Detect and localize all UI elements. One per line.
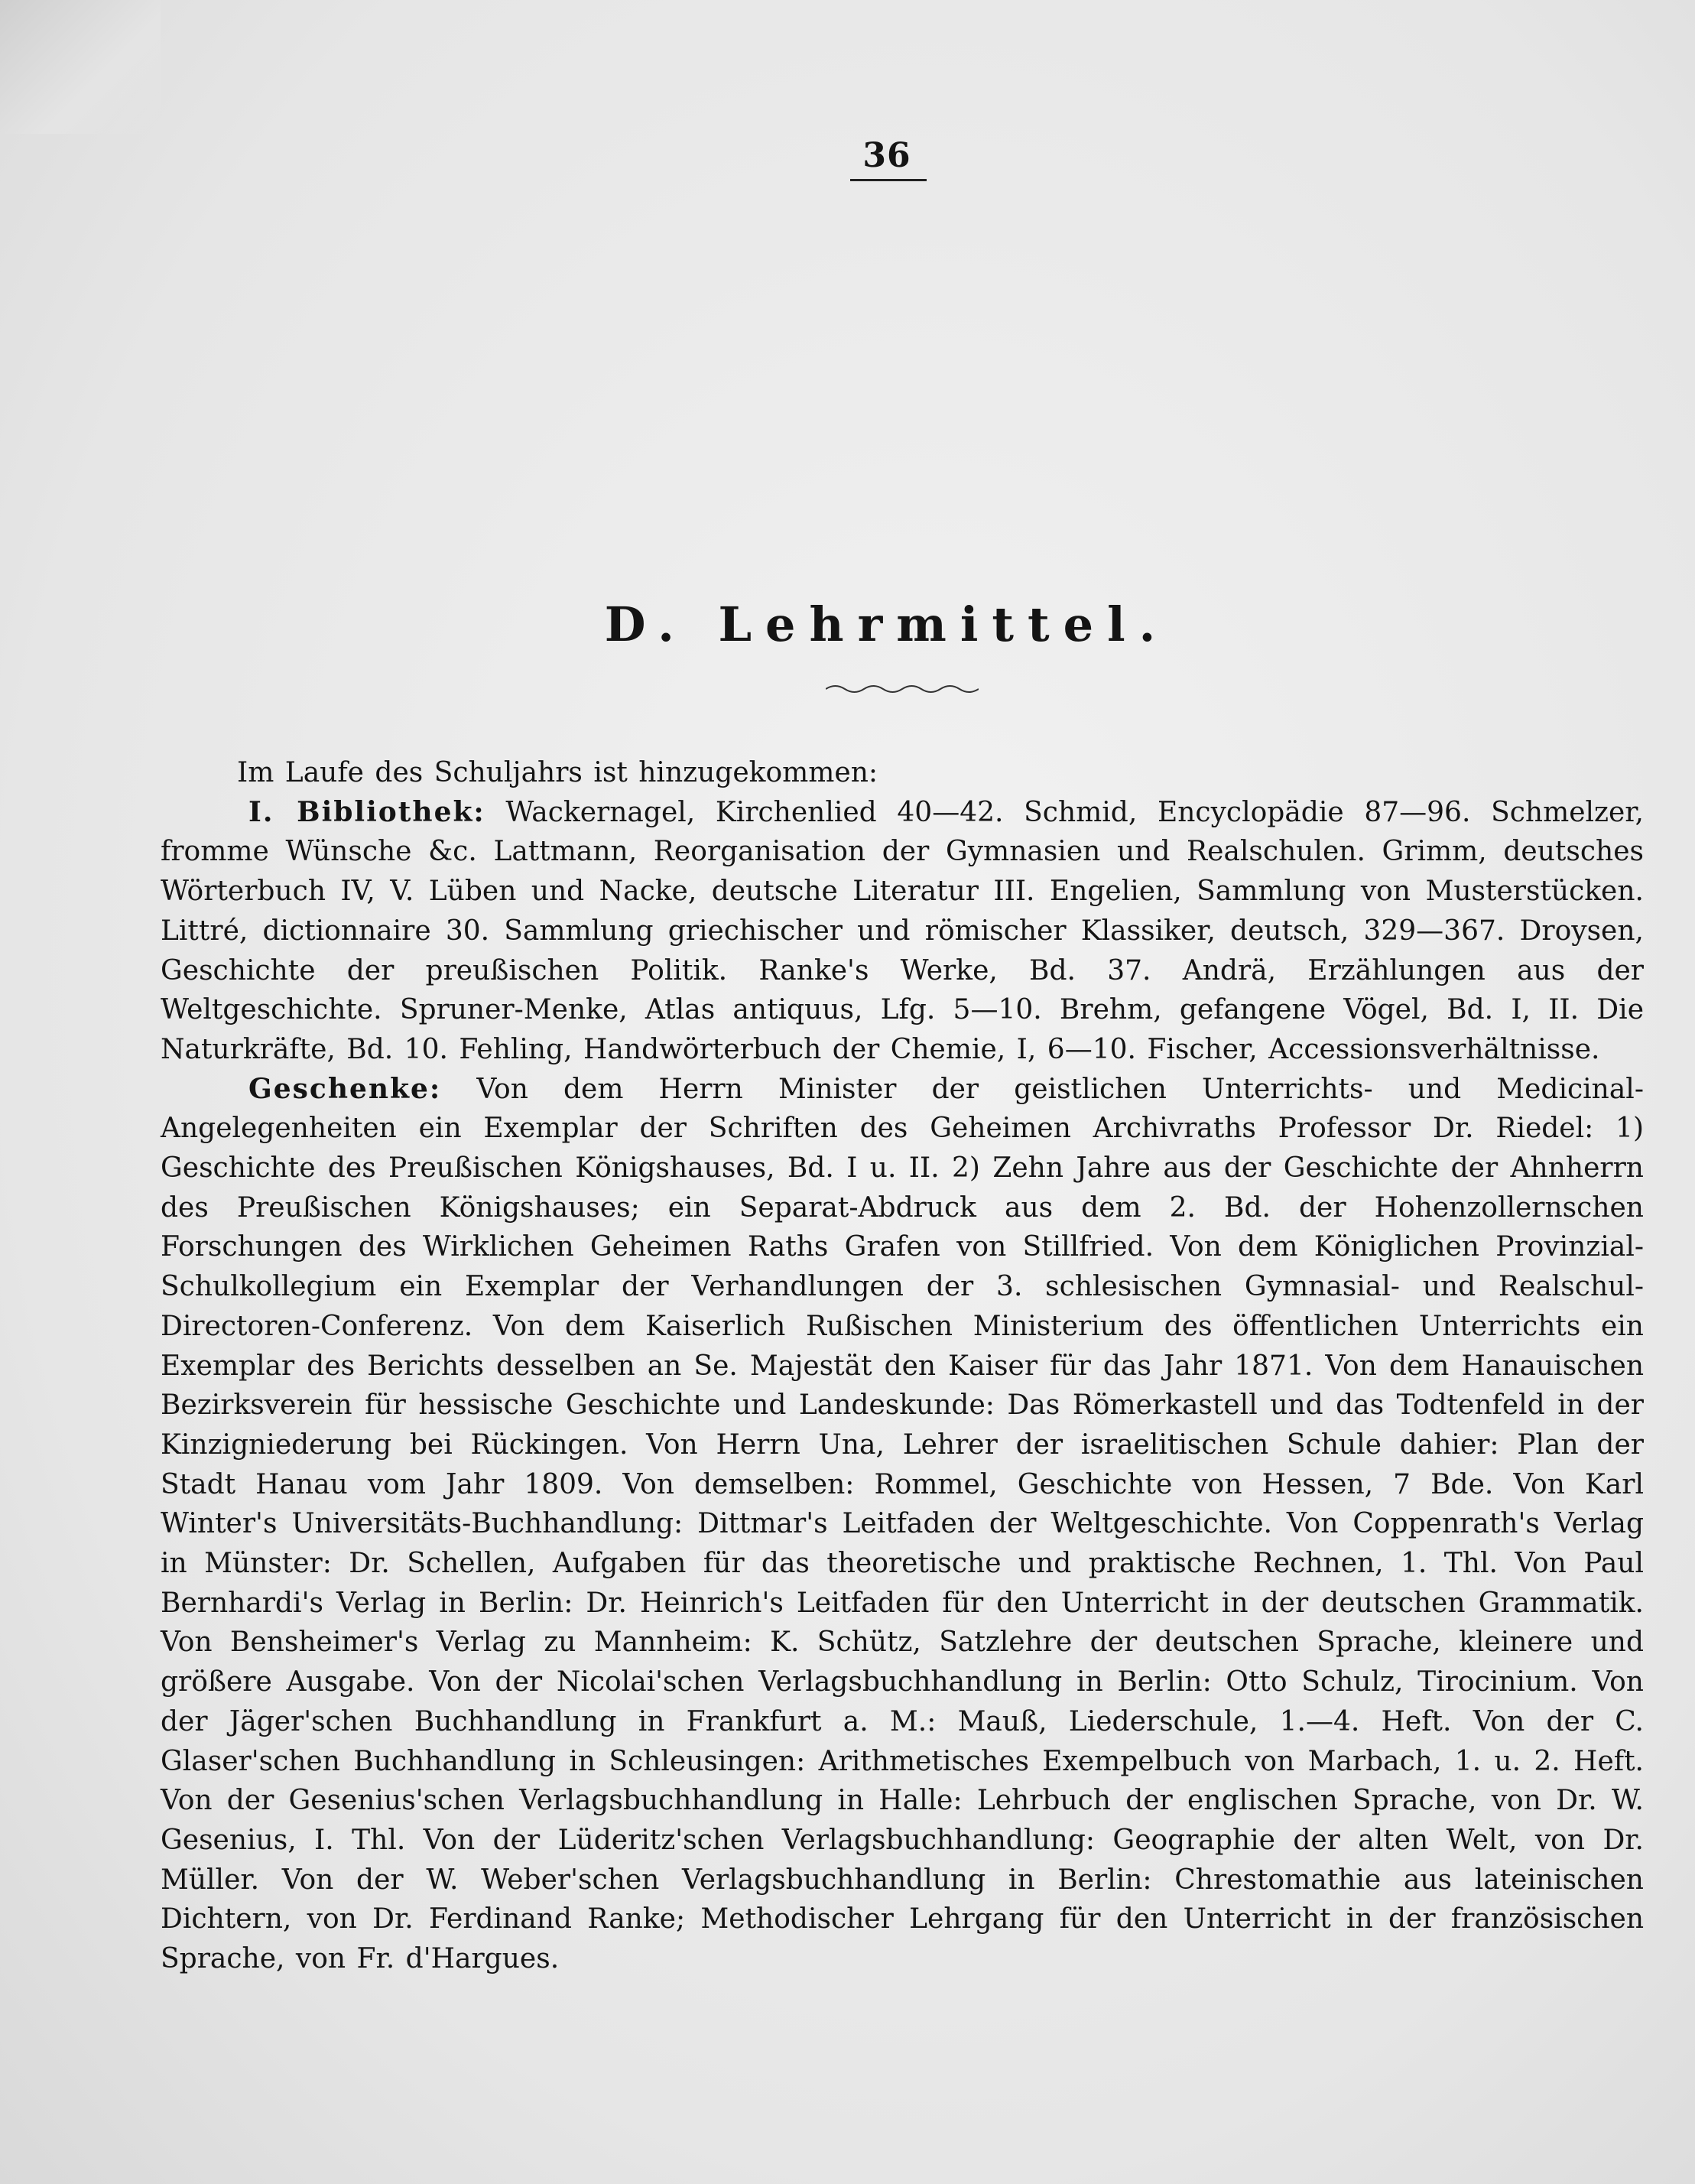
gifts-text: Von dem Herrn Minister der geistlichen Unterrichts- und Medicinal-Angelegenheiten ein Exemplar der Schriften des Geheimen Archivraths Professor Dr. Riedel: 1) Geschichte des Preußischen Königshauses, Bd. I u. II. 2) Zehn Jahre aus der Geschichte der Ahnherrn des Preußischen Königshauses; ein Separat-Abdruck aus dem 2. Bd. der Hohenzollernschen Forschungen des Wirklichen Geheimen Raths Grafen von Stillfried. Von dem Königlichen Provinzial-Schulkollegium ein Exemplar der Verhandlungen der 3. schlesischen Gymnasial- und Realschul-Directoren-Conferenz. Von dem Kaiserlich Rußischen Ministerium des öffentlichen Unterrichts ein Exemplar des Berichts desselben an Se. Majestät den Kaiser für das Jahr 1871. Von dem Hanauischen Bezirksverein für hessische Geschichte und Landeskunde: Das Römerkastell und das Todtenfeld in der Kinzigniederung bei Rückingen. Von Herrn Una, Lehrer der israelitischen Schule dahier: Plan der Stadt Hanau vom Jahr 1809. Von demselben: Rommel, Geschichte von Hessen, 7 Bde. Von Karl Winter's Universitäts-Buchhandlung: Dittmar's Leitfaden der Weltgeschichte. Von Coppenrath's Verlag in Münster: Dr. Schellen, Aufgaben für das theoretische und praktische Rechnen, 1. Thl. Von Paul Bernhardi's Verlag in Berlin: Dr. Heinrich's Leitfaden für den Unterricht in der deutschen Grammatik. Von Bensheimer's Verlag zu Mannheim: K. Schütz, Satzlehre der deutschen Sprache, kleinere und größere Ausgabe. Von der Nicolai'schen Verlagsbuchhandlung in Berlin: Otto Schulz, Tirocinium. Von der Jäger'schen Buchhandlung in Frankfurt a. M.: Mauß, Liederschule, 1.—4. Heft. Von der C. Glaser'schen Buchhandlung in Schleusingen: Arithmetisches Exempelbuch von Marbach, 1. u. 2. Heft. Von der Gesenius'schen Verlagsbuchhandlung in Halle: Lehrbuch der englischen Sprache, von Dr. W. Gesenius, I. Thl. Von der Lüderitz'schen Verlagsbuchhandlung: Geographie der alten Welt, von Dr. Müller. Von der W. Weber'schen Verlagsbuchhandlung in Berlin: Chrestomathie aus lateinischen Dichtern, von Dr. Ferdinand Ranke; Methodischer Lehrgang für den Unterricht in der französischen Sprache, von Fr. d'Hargues.	[161, 1073, 1644, 1975]
library-label: I. Bibliothek:	[248, 795, 485, 828]
gifts-paragraph	[161, 1070, 1644, 1979]
intro-paragraph	[161, 753, 1644, 793]
page-number: 36	[862, 136, 911, 175]
page-number-rule	[850, 179, 927, 181]
intro-text: Im Laufe des Schuljahrs ist hinzugekommen:	[237, 757, 878, 788]
gifts-label: Geschenke:	[248, 1072, 442, 1105]
body-text	[161, 753, 1644, 1979]
library-text: Wackernagel, Kirchenlied 40—42. Schmid, Encyclopädie 87—96. Schmelzer, fromme Wünsche &c. Lattmann, Reorganisation der Gymnasien und Realschulen. Grimm, deutsches Wörterbuch IV, V. Lüben und Nacke, deutsche Literatur III. Engelien, Sammlung von Musterstücken. Littré, dictionnaire 30. Sammlung griechischer und römischer Klassiker, deutsch, 329—367. Droysen, Geschichte der preußischen Politik. Ranke's Werke, Bd. 37. Andrä, Erzählungen aus der Weltgeschichte. Spruner-Menke, Atlas antiquus, Lfg. 5—10. Brehm, gefangene Vögel, Bd. I, II. Die Naturkräfte, Bd. 10. Fehling, Handwörterbuch der Chemie, I, 6—10. Fischer, Accessionsverhältnisse.	[161, 796, 1645, 1065]
library-paragraph	[161, 793, 1644, 1070]
title-ornament	[826, 683, 979, 695]
folded-corner	[0, 0, 161, 134]
section-title: D. Lehrmittel.	[604, 596, 1170, 652]
